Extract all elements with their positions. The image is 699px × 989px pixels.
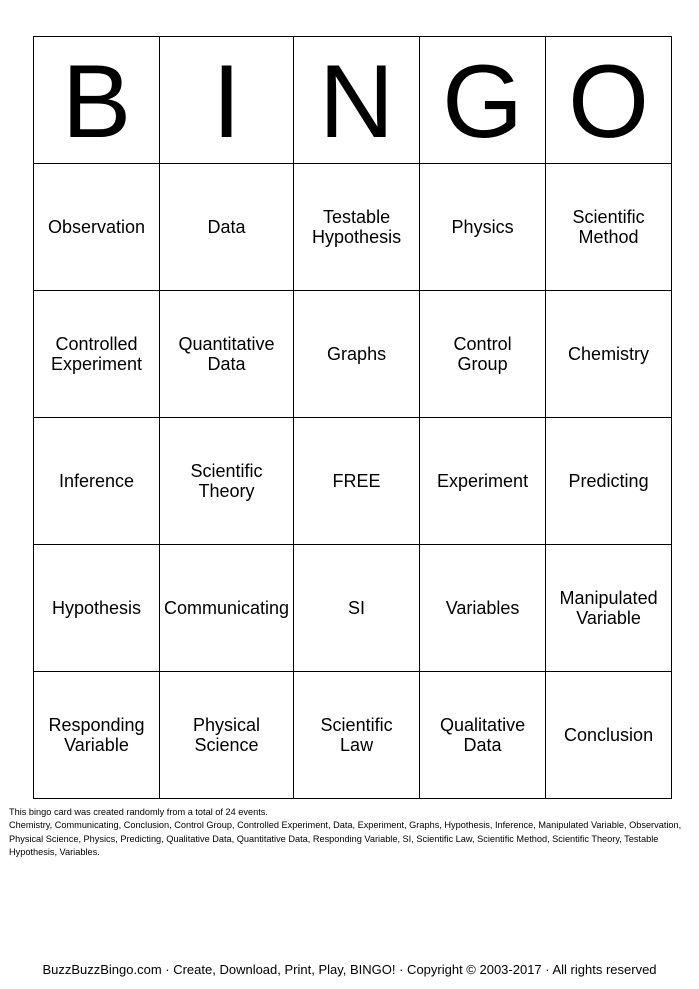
cell-label: Scientific Law: [320, 715, 393, 755]
bingo-cell: [160, 418, 294, 545]
bingo-cell: [160, 672, 294, 799]
cell-label: Hypothesis: [51, 598, 142, 618]
cell-label: Variables: [445, 598, 520, 618]
free-space-label: FREE: [332, 471, 381, 491]
bingo-cell: [420, 418, 546, 545]
bingo-cell: [420, 291, 546, 418]
cell-label: Conclusion: [564, 725, 654, 745]
bingo-cell: [420, 672, 546, 799]
bingo-cell: [420, 164, 546, 291]
bingo-cell: [34, 291, 160, 418]
cell-label: Qualitative Data: [440, 715, 526, 755]
cell-label: Quantitative Data: [178, 334, 275, 374]
cell-label: Observation: [47, 217, 146, 237]
header-letter-n: N: [294, 37, 420, 164]
cell-label: Graphs: [327, 344, 387, 364]
cell-label: Communicating: [164, 598, 290, 618]
bingo-cell: [420, 545, 546, 672]
bingo-row-5: [34, 672, 672, 799]
cell-label: Data: [207, 217, 246, 237]
cell-label: Predicting: [568, 471, 649, 491]
bingo-cell: [294, 672, 420, 799]
cell-label: Experiment: [437, 471, 529, 491]
bingo-card: [33, 36, 672, 799]
cell-label: Physics: [451, 217, 514, 237]
header-letter-g: G: [420, 37, 546, 164]
header-letter-o: O: [546, 37, 672, 164]
cell-label: SI: [348, 598, 366, 618]
bingo-cell: [546, 545, 672, 672]
card-info-intro: This bingo card was created randomly from a total of 24 events.: [9, 807, 268, 817]
cell-label: Scientific Theory: [190, 461, 263, 501]
bingo-cell: [294, 545, 420, 672]
cell-label: Testable Hypothesis: [312, 207, 402, 247]
card-info: [9, 806, 689, 860]
bingo-cell: [160, 291, 294, 418]
bingo-cell: [34, 164, 160, 291]
cell-label: Chemistry: [568, 344, 650, 364]
bingo-row-1: [34, 164, 672, 291]
bingo-cell: [546, 164, 672, 291]
bingo-row-3: [34, 418, 672, 545]
cell-label: Scientific Method: [572, 207, 645, 247]
bingo-row-4: [34, 545, 672, 672]
bingo-cell: [34, 545, 160, 672]
cell-label: Physical Science: [193, 715, 261, 755]
cell-label: Manipulated Variable: [559, 588, 658, 628]
bingo-cell: [546, 672, 672, 799]
bingo-cell: [294, 291, 420, 418]
free-space-cell: [294, 418, 420, 545]
bingo-cell: [34, 672, 160, 799]
bingo-cell: [546, 291, 672, 418]
page-footer: BuzzBuzzBingo.com · Create, Download, Print, Play, BINGO! · Copyright © 2003-2017 · All rights reserved: [42, 962, 657, 977]
card-info-events: Chemistry, Communicating, Conclusion, Control Group, Controlled Experiment, Data, Experiment, Graphs, Hypothesis, Inference, Manipulated Variable, Observation, Physical Science, Physics, Predicting, Qualitative Data, Quantitative Data, Responding Variable, SI, Scientific Law, Scientific Method, Scientific Theory, Testable Hypothesis, Variables.: [9, 820, 682, 858]
cell-label: Responding Variable: [48, 715, 145, 755]
bingo-cell: [34, 418, 160, 545]
cell-label: Inference: [58, 471, 135, 491]
bingo-header-row: [34, 37, 672, 164]
cell-label: Control Group: [453, 334, 512, 374]
bingo-cell: [160, 164, 294, 291]
bingo-cell: [294, 164, 420, 291]
bingo-cell: [160, 545, 294, 672]
cell-label: Controlled Experiment: [50, 334, 143, 374]
header-letter-b: B: [34, 37, 160, 164]
bingo-row-2: [34, 291, 672, 418]
bingo-cell: [546, 418, 672, 545]
header-letter-i: I: [160, 37, 294, 164]
